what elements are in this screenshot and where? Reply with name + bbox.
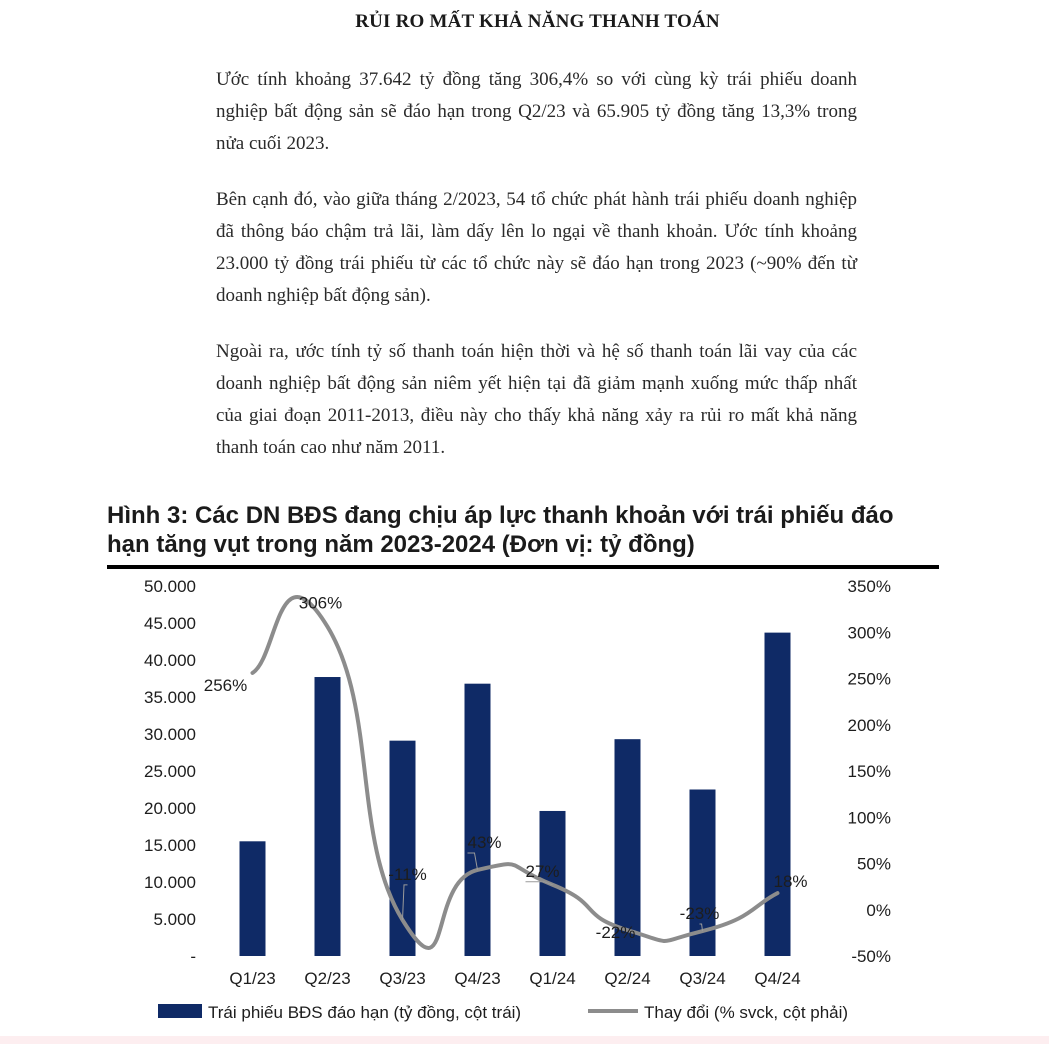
- left-axis-tick-label: 5.000: [153, 910, 196, 929]
- x-axis-label: Q3/24: [679, 969, 726, 988]
- left-axis-tick-label: 40.000: [144, 651, 196, 670]
- chart-legend: [158, 1003, 848, 1022]
- change-label-Q2-23: 306%: [298, 593, 343, 613]
- paragraph-solvency: Ngoài ra, ước tính tỷ số thanh toán hiện thời và hệ số thanh toán lãi vay của các doanh nghiệp bất động sản niêm yết hiện tại đã giảm mạnh xuống mức thấp nhất của giai đoạn 2011-2013, điều này cho thấy khả năng xảy ra rủi ro mất khả năng thanh toán cao như năm 2011.: [216, 341, 857, 458]
- x-axis-label: Q1/23: [229, 969, 276, 988]
- article-heading: RỦI RO MẤT KHẢ NĂNG THANH TOÁN: [355, 11, 720, 32]
- right-axis-tick-label: 200%: [847, 715, 891, 735]
- right-axis-tick-label: 0%: [866, 900, 891, 920]
- legend-bar-label: Trái phiếu BĐS đáo hạn (tỷ đồng, cột trái): [208, 1003, 522, 1022]
- left-axis-tick-label: 20.000: [144, 799, 196, 818]
- x-axis-label: Q2/23: [304, 969, 351, 988]
- line-series: [204, 594, 808, 948]
- legend-bar-swatch: [158, 1004, 202, 1018]
- right-axis: [848, 577, 891, 966]
- paragraph-late-interest: Bên cạnh đó, vào giữa tháng 2/2023, 54 tổ chức phát hành trái phiếu doanh nghiệp đã thông báo chậm trả lãi, làm dấy lên lo ngại về thanh khoản. Ước tính khoảng 23.000 tỷ đồng trái phiếu từ các tổ chức này sẽ đáo hạn trong 2023 (~90% đến từ doanh nghiệp bất động sản).: [216, 189, 857, 306]
- right-axis-tick-label: 350%: [847, 577, 891, 596]
- left-axis: [144, 577, 196, 966]
- right-axis-tick-label: 50%: [856, 854, 891, 874]
- left-axis-tick-label: -: [190, 947, 196, 966]
- bar-Q1-23: [240, 841, 266, 956]
- right-axis-tick-label: 250%: [847, 669, 891, 689]
- left-axis-tick-label: 35.000: [144, 688, 196, 707]
- change-label-Q2-24: -22%: [595, 923, 636, 943]
- bond-maturity-chart: [100, 572, 900, 1032]
- bar-Q4-24: [765, 633, 791, 956]
- x-axis-label: Q3/23: [379, 969, 426, 988]
- figure-title: Hình 3: Các DN BĐS đang chịu áp lực thanh khoản với trái phiếu đáo hạn tăng vụt trong năm 2023-2024 (Đơn vị: tỷ đồng): [107, 502, 894, 558]
- bar-Q4-23: [465, 684, 491, 956]
- change-label-Q1-24: 27%: [525, 861, 560, 881]
- x-axis-label: Q4/24: [754, 969, 801, 988]
- change-label-Q4-23: 43%: [467, 832, 502, 852]
- left-axis-tick-label: 50.000: [144, 577, 196, 596]
- change-label-Q1-23: 256%: [203, 675, 248, 695]
- right-axis-tick-label: 100%: [847, 808, 891, 828]
- bar-Q2-23: [315, 677, 341, 956]
- x-axis-label: Q4/23: [454, 969, 501, 988]
- right-axis-tick-label: 150%: [847, 762, 891, 781]
- x-axis-label: Q1/24: [529, 969, 576, 988]
- paragraph-maturity: Ước tính khoảng 37.642 tỷ đồng tăng 306,4% so với cùng kỳ trái phiếu doanh nghiệp bất động sản sẽ đáo hạn trong Q2/23 và 65.905 tỷ đồng tăng 13,3% trong nửa cuối 2023.: [216, 69, 857, 154]
- right-axis-tick-label: 300%: [847, 623, 891, 643]
- left-axis-tick-label: 30.000: [144, 725, 196, 744]
- figure-title-rule: [107, 565, 939, 569]
- page-bottom-strip: [0, 1036, 1049, 1044]
- legend-line-label: Thay đổi (% svck, cột phải): [644, 1003, 849, 1022]
- left-axis-tick-label: 25.000: [144, 762, 196, 781]
- right-axis-tick-label: -50%: [851, 947, 891, 966]
- change-label-Q3-24: -23%: [679, 904, 720, 924]
- left-axis-tick-label: 15.000: [144, 836, 196, 855]
- x-axis-label: Q2/24: [604, 969, 651, 988]
- change-label-Q4-24: 18%: [773, 872, 808, 892]
- left-axis-tick-label: 45.000: [144, 614, 196, 633]
- left-axis-tick-label: 10.000: [144, 873, 196, 892]
- change-label-Q3-23: -11%: [388, 864, 427, 884]
- x-axis: [229, 969, 800, 988]
